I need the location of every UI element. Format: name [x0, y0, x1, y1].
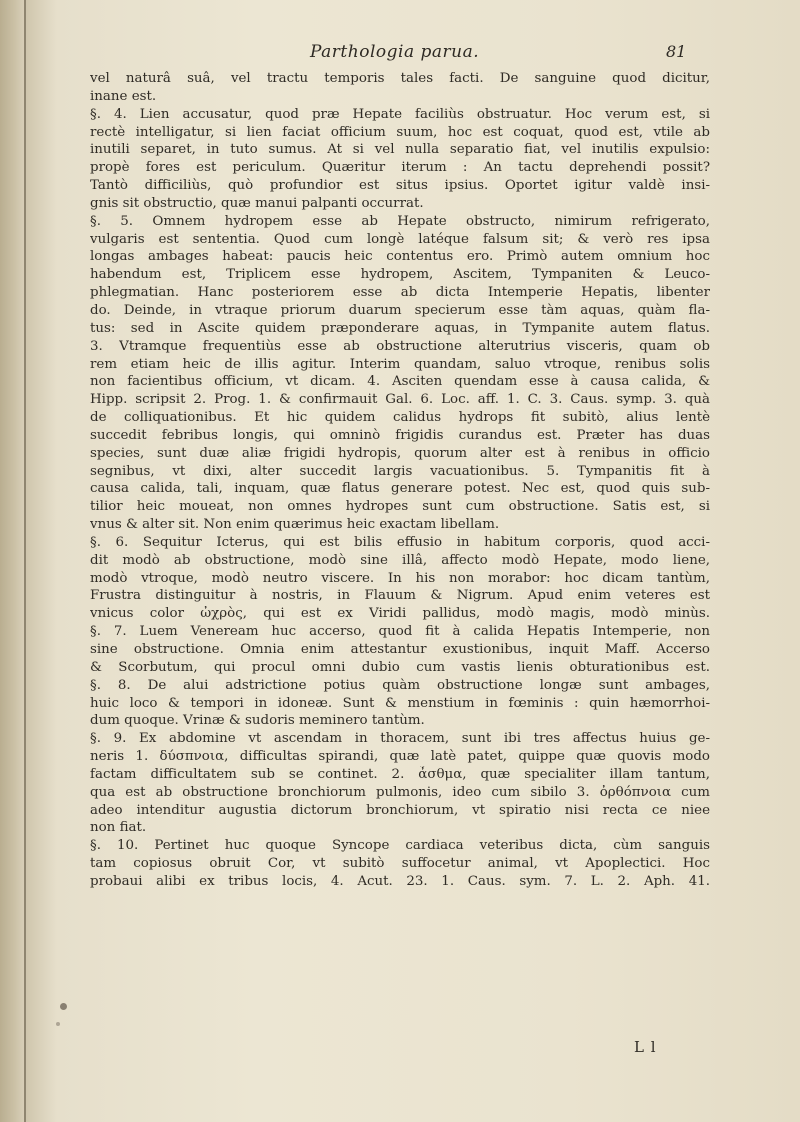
- text-line: qua est ab obstructione bronchiorum pulmonis, ideo cum sibilo 3. ὀρθόπνοια cum: [90, 784, 710, 800]
- book-page: [26, 0, 800, 1122]
- text-line: §. 4. Lien accusatur, quod præ Hepate faciliùs obstruatur. Hoc verum est, si: [90, 106, 710, 122]
- text-line: Tantò difficiliùs, quò profundior est situs ipsius. Oportet igitur valdè insi-: [90, 178, 710, 194]
- text-line: §. 10. Pertinet huc quoque Syncope cardiaca veteribus dicta, cùm sanguis: [90, 838, 710, 854]
- text-line: segnibus, vt dixi, alter succedit largis vacuationibus. 5. Tympanitis fit à: [90, 463, 710, 479]
- text-line: gnis sit obstructio, quæ manui palpanti occurrat.: [90, 195, 424, 211]
- text-line: §. 6. Sequitur Icterus, qui est bilis effusio in habitum corporis, quod acci-: [90, 534, 710, 550]
- text-line: non facientibus officium, vt dicam. 4. Asciten quendam esse à causa calida, &: [90, 374, 710, 390]
- text-line: inane est.: [90, 88, 157, 104]
- page-header: [26, 42, 800, 66]
- text-line: rem etiam heic de illis agitur. Interim quandam, saluo vtroque, renibus solis: [90, 356, 710, 372]
- text-line: tus: sed in Ascite quidem præponderare aquas, in Tympanite autem flatus.: [90, 320, 710, 336]
- text-line: succedit febribus longis, qui omninò frigidis curandus est. Præter has duas: [90, 427, 710, 443]
- text-line: longas ambages habeat: paucis heic contentus ero. Primò autem omnium hoc: [90, 249, 710, 265]
- text-line: factam difficultatem sub se continet. 2. ἆσθμα, quæ specialiter illam tantum,: [90, 766, 710, 782]
- text-line: §. 5. Omnem hydropem esse ab Hepate obstructo, nimirum refrigerato,: [90, 213, 710, 229]
- text-line: do. Deinde, in vtraque priorum duarum specierum esse tàm aquas, quàm fla-: [90, 302, 710, 318]
- text-line: inutili separet, in tuto sumus. At si vel nulla separatio fiat, vel inutilis expulsio:: [90, 142, 710, 158]
- page-number: 81: [666, 42, 687, 61]
- ink-blot: [60, 1003, 67, 1010]
- ink-blot: [56, 1022, 60, 1026]
- text-line: §. 7. Luem Veneream huc accerso, quod fit à calida Hepatis Intemperie, non: [90, 624, 710, 640]
- running-title: Parthologia parua.: [310, 42, 480, 62]
- page-gutter: [0, 0, 26, 1122]
- text-line: huic loco & tempori in idoneæ. Sunt & menstium in fœminis : quin hæmorrhoi-: [90, 695, 710, 711]
- text-line: dit modò ab obstructione, modò sine illâ, affecto modò Hepate, modo liene,: [90, 552, 710, 568]
- text-line: phlegmatian. Hanc posteriorem esse ab dicta Intemperie Hepatis, libenter: [90, 285, 710, 301]
- text-line: vnus & alter sit. Non enim quærimus heic exactam libellam.: [90, 517, 500, 533]
- text-line: tam copiosus obruit Cor, vt subitò suffocetur animal, vt Apoplectici. Hoc: [90, 856, 710, 872]
- body-text: [90, 70, 710, 891]
- text-line: vulgaris est sententia. Quod cum longè latéque falsum sit; & verò res ipsa: [90, 231, 710, 247]
- text-line: Frustra distinguitur à nostris, in Flauum & Nigrum. Apud enim veteres est: [90, 588, 710, 604]
- text-line: dum quoque. Vrinæ & sudoris meminero tantùm.: [90, 713, 425, 729]
- text-line: sine obstructione. Omnia enim attestantur exustionibus, inquit Maff. Accerso: [90, 642, 710, 657]
- text-line: vel naturâ suâ, vel tractu temporis tales facti. De sanguine quod dicitur,: [90, 71, 710, 86]
- text-line: adeo intenditur augustia dictorum bronchiorum, vt spiratio nisi recta ce niee: [90, 802, 710, 818]
- text-line: causa calida, tali, inquam, quæ flatus generare potest. Nec est, quod quis sub-: [90, 481, 710, 497]
- text-line: probaui alibi ex tribus locis, 4. Acut. 23. 1. Caus. sym. 7. L. 2. Aph. 41.: [90, 873, 710, 889]
- text-line: §. 9. Ex abdomine vt ascendam in thoracem, sunt ibi tres affectus huius ge-: [90, 731, 710, 747]
- signature-mark: L l: [634, 1038, 657, 1056]
- text-line: de colliquationibus. Et hic quidem calidus hydrops fit subitò, alius lentè: [90, 410, 710, 426]
- text-line: habendum est, Triplicem esse hydropem, Ascitem, Tympaniten & Leuco-: [90, 267, 710, 283]
- text-line: propè fores est periculum. Quæritur iterum : An tactu deprehendi possit?: [90, 160, 710, 176]
- text-line: 3. Vtramque frequentiùs esse ab obstructione alterutrius visceris, quam ob: [90, 338, 710, 354]
- text-line: tilior heic moueat, non omnes hydropes sunt cum obstructione. Satis est, si: [90, 499, 710, 515]
- text-line: §. 8. De alui adstrictione potius quàm obstructione longæ sunt ambages,: [90, 677, 710, 693]
- text-line: & Scorbutum, qui procul omni dubio cum vastis lienis obturationibus est.: [90, 659, 710, 675]
- text-line: rectè intelligatur, si lien faciat officium suum, hoc est coquat, quod est, vtile ab: [90, 124, 710, 140]
- text-line: neris 1. δύσπνοια, difficultas spirandi, quæ latè patet, quippe quæ quovis modo: [90, 749, 710, 765]
- text-line: species, sunt duæ aliæ frigidi hydropis, quorum alter est à renibus in officio: [90, 445, 710, 461]
- text-line: non fiat.: [90, 820, 147, 836]
- text-line: modò vtroque, modò neutro viscere. In his non morabor: hoc dicam tantùm,: [90, 570, 710, 586]
- text-line: vnicus color ὠχρὸς, qui est ex Viridi pallidus, modò magis, modò minùs.: [90, 606, 710, 622]
- text-line: Hipp. scripsit 2. Prog. 1. & confirmauit Gal. 6. Loc. aff. 1. C. 3. Caus. symp. 3. quà: [90, 392, 710, 408]
